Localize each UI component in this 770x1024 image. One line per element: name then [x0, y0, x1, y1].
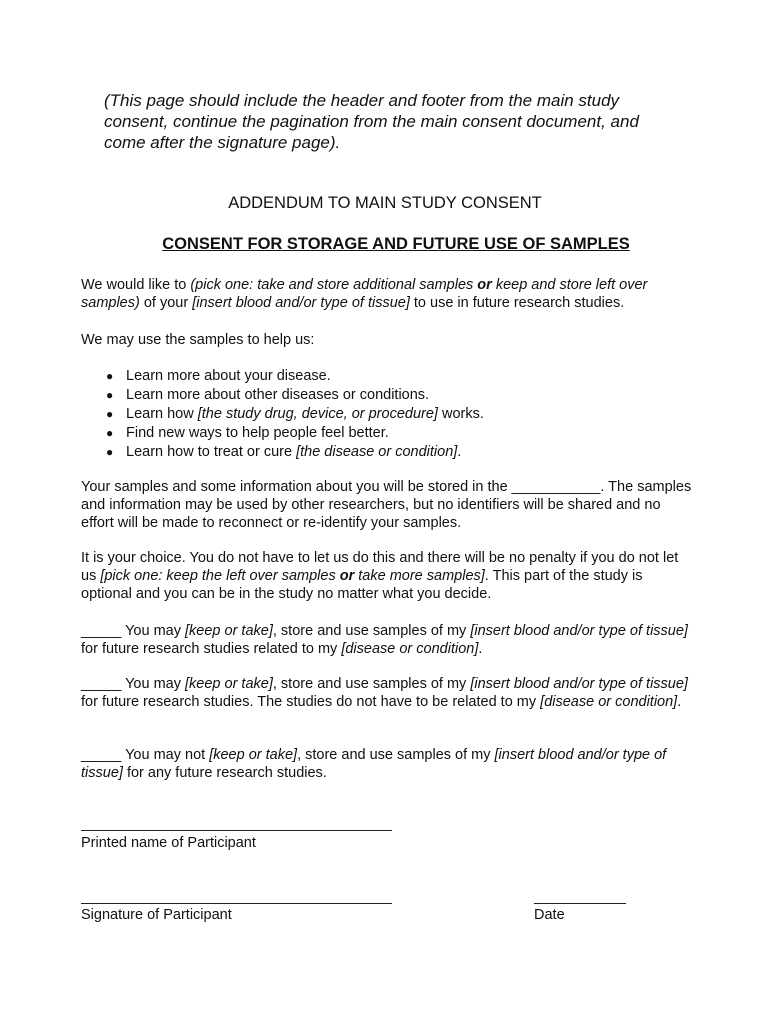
option-related-research[interactable]: _____ You may [keep or take], store and use samples of my [insert blood and/or type of tissue] for future research studies related to my [disease or condition].	[81, 623, 688, 657]
list-item: ● Learn how [the study drug, device, or procedure] works.	[106, 406, 484, 422]
printed-name-label: Printed name of Participant	[81, 835, 256, 851]
list-item: ● Learn how to treat or cure [the disease or condition].	[106, 444, 462, 460]
list-item: ● Learn more about your disease.	[106, 368, 331, 384]
bullet-icon: ●	[106, 407, 114, 421]
instruction-note: (This page should include the header and footer from the main study consent, continue the pagination from the main consent document, and come after the signature page).	[104, 91, 639, 152]
date-line[interactable]	[534, 903, 626, 904]
signature-label: Signature of Participant	[81, 907, 232, 923]
addendum-title: ADDENDUM TO MAIN STUDY CONSENT	[228, 194, 542, 212]
list-item: ● Learn more about other diseases or conditions.	[106, 387, 430, 403]
date-label: Date	[534, 907, 565, 923]
intro-paragraph: We would like to (pick one: take and store additional samples or keep and store left over samples) of your [insert blood and/or type of tissue] to use in future research studies.	[81, 277, 648, 311]
bullet-icon: ●	[106, 388, 114, 402]
use-intro: We may use the samples to help us:	[81, 332, 315, 348]
option-any-research[interactable]: _____ You may [keep or take], store and use samples of my [insert blood and/or type of tissue] for future research studies. The studies do not have to be related to my [disease or condition].	[81, 676, 688, 710]
option-no-research[interactable]: _____ You may not [keep or take], store and use samples of my [insert blood and/or type of tissue] for any future research studies.	[81, 747, 667, 781]
choice-paragraph: It is your choice. You do not have to let us do this and there will be no penalty if you do not let us [pick one: keep the left over samples or take more samples]. This part of the study is optional and you can be in the study no matter what you decide.	[81, 550, 679, 602]
printed-name-line[interactable]	[81, 830, 392, 831]
bullet-icon: ●	[106, 445, 114, 459]
bullet-icon: ●	[106, 369, 114, 383]
bullet-icon: ●	[106, 426, 114, 440]
storage-paragraph: Your samples and some information about you will be stored in the ___________. The samples and information may be used by other researchers, but no identifiers will be shared and no effort will be made to reconnect or re-identify your samples.	[81, 479, 692, 531]
signature-line[interactable]	[81, 903, 392, 904]
purpose-list	[81, 367, 693, 462]
list-item: ● Find new ways to help people feel better.	[106, 425, 389, 441]
consent-title: CONSENT FOR STORAGE AND FUTURE USE OF SAMPLES	[162, 235, 630, 253]
